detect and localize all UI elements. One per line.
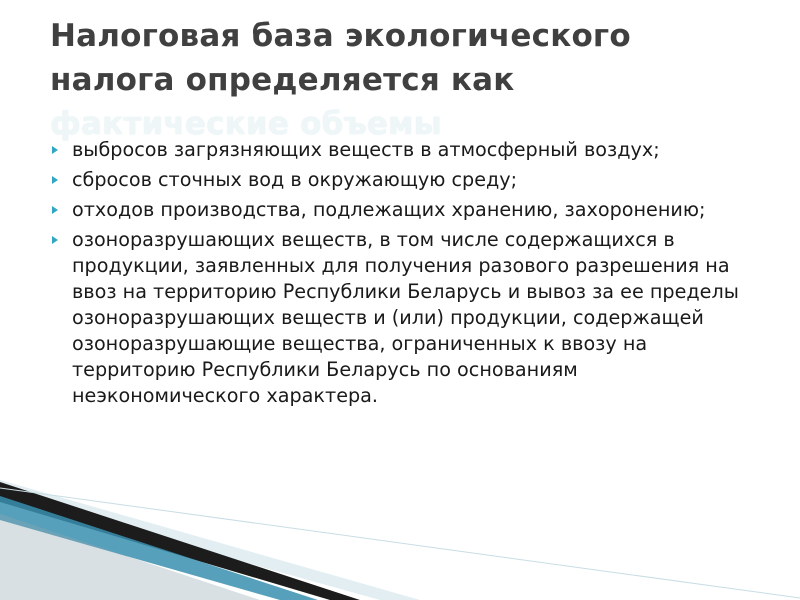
bullet-item-wastewater: [52, 167, 762, 193]
title-accent-line: фактические объемы: [50, 106, 442, 142]
bullet-item-waste: [52, 197, 762, 223]
bullet-text: выбросов загрязняющих веществ в атмосферный воздух;: [72, 138, 660, 161]
bullet-arrow-icon: [52, 206, 58, 214]
slide-title: [50, 14, 770, 146]
bullet-arrow-icon: [52, 176, 58, 184]
bullet-item-ozone: [52, 227, 762, 409]
bullet-list: [52, 137, 762, 413]
bullet-text: озоноразрушающих веществ, в том числе содержащихся в продукции, заявленных для получения разового разрешения на ввоз на территорию Республики Беларусь и вывоз за ее пределы озоноразрушающих веществ и (или) продукции, содержащей озоноразрушающие вещества, ограниченных к ввозу на территорию Республики Беларусь по основаниям неэкономического характера.: [72, 228, 739, 407]
bullet-text: отходов производства, подлежащих хранению, захоронению;: [72, 198, 706, 221]
title-line-2: налога определяется как: [50, 62, 515, 98]
bullet-text: сбросов сточных вод в окружающую среду;: [72, 168, 518, 191]
bullet-arrow-icon: [52, 236, 58, 244]
bullet-arrow-icon: [52, 146, 58, 154]
bullet-item-emissions: [52, 137, 762, 163]
title-line-1: Налоговая база экологического: [50, 18, 631, 54]
decorative-swoosh: [0, 480, 800, 600]
